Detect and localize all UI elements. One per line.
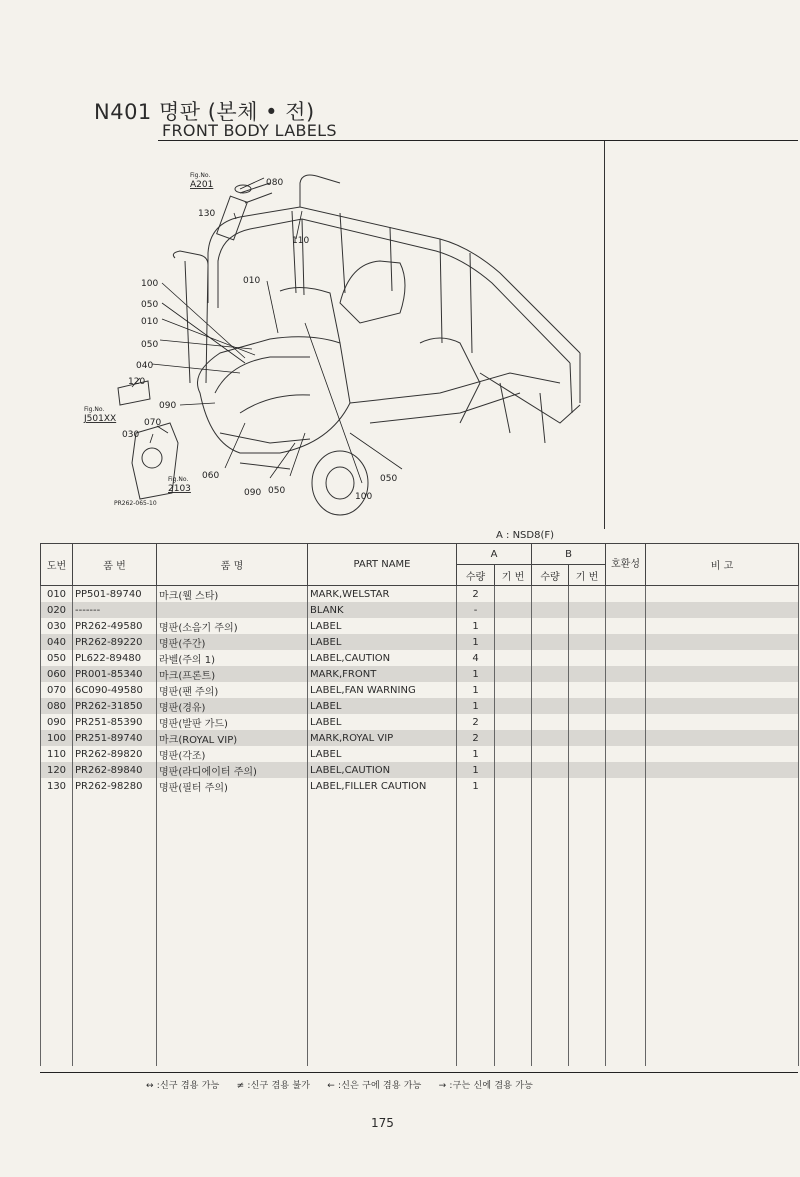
callout-040: 040 bbox=[136, 361, 154, 371]
cell-part-name-kr: 명판(필터 주의) bbox=[157, 778, 308, 794]
cell-ref-no: 080 bbox=[41, 698, 73, 714]
cell-part-no: PR262-89820 bbox=[73, 746, 157, 762]
cell-part-name-kr: 라벨(주의 1) bbox=[157, 650, 308, 666]
empty-cell bbox=[532, 794, 569, 1066]
cell-base-b bbox=[569, 586, 606, 603]
header-part-no: 품 번 bbox=[73, 544, 157, 586]
cell-ref-no: 130 bbox=[41, 778, 73, 794]
fig-ref-j501xx: J501XX bbox=[84, 414, 117, 424]
cell-part-no: PR262-98280 bbox=[73, 778, 157, 794]
cell-remarks bbox=[646, 682, 799, 698]
cell-part-name-kr: 명판(라디에이터 주의) bbox=[157, 762, 308, 778]
cell-qty-a: 1 bbox=[457, 666, 495, 682]
table-row bbox=[41, 730, 799, 746]
cell-remarks bbox=[646, 650, 799, 666]
cell-compat bbox=[606, 778, 646, 794]
cell-qty-a: 1 bbox=[457, 778, 495, 794]
cell-qty-a: 1 bbox=[457, 682, 495, 698]
cell-ref-no: 070 bbox=[41, 682, 73, 698]
cell-part-no: PR262-89840 bbox=[73, 762, 157, 778]
cell-base-b bbox=[569, 698, 606, 714]
header-base-a: 기 번 bbox=[495, 565, 532, 586]
cell-part-name-kr: 명판(각조) bbox=[157, 746, 308, 762]
cell-qty-a: 1 bbox=[457, 762, 495, 778]
cell-base-b bbox=[569, 762, 606, 778]
cell-qty-b bbox=[532, 714, 569, 730]
cell-qty-a: 1 bbox=[457, 746, 495, 762]
cell-qty-b bbox=[532, 746, 569, 762]
callout-080: 080 bbox=[266, 178, 284, 188]
cell-remarks bbox=[646, 778, 799, 794]
cell-part-no: PP501-89740 bbox=[73, 586, 157, 603]
cell-base-a bbox=[495, 746, 532, 762]
cell-qty-a: 4 bbox=[457, 650, 495, 666]
cell-part-no: PR262-49580 bbox=[73, 618, 157, 634]
compat-legend bbox=[146, 1078, 547, 1091]
cell-qty-b bbox=[532, 602, 569, 618]
header-remarks: 비 고 bbox=[646, 544, 799, 586]
parts-table bbox=[40, 543, 799, 1066]
header-part-name-kr: 품 명 bbox=[157, 544, 308, 586]
empty-cell bbox=[606, 794, 646, 1066]
vehicle-drawing bbox=[40, 143, 605, 528]
cell-part-name-kr: 명판(경유) bbox=[157, 698, 308, 714]
cell-part-name-en: LABEL bbox=[308, 618, 457, 634]
cell-qty-a: 1 bbox=[457, 634, 495, 650]
callout-010: 010 bbox=[141, 317, 159, 327]
cell-compat bbox=[606, 618, 646, 634]
fig-ref-prefix: Fig.No. bbox=[190, 172, 211, 179]
model-note: A : NSD8(F) bbox=[496, 530, 555, 541]
cell-base-b bbox=[569, 602, 606, 618]
cell-part-name-en: LABEL,FAN WARNING bbox=[308, 682, 457, 698]
cell-ref-no: 040 bbox=[41, 634, 73, 650]
cell-compat bbox=[606, 714, 646, 730]
table-row bbox=[41, 714, 799, 730]
cell-part-name-en: LABEL,CAUTION bbox=[308, 762, 457, 778]
cell-compat bbox=[606, 586, 646, 603]
legend-item: ≠ :신구 겸용 불가 bbox=[236, 1081, 311, 1091]
cell-part-name-en: LABEL bbox=[308, 634, 457, 650]
table-row bbox=[41, 762, 799, 778]
cell-remarks bbox=[646, 730, 799, 746]
header-part-name-en: PART NAME bbox=[308, 544, 457, 586]
cell-base-b bbox=[569, 746, 606, 762]
cell-base-a bbox=[495, 602, 532, 618]
cell-qty-a: 2 bbox=[457, 714, 495, 730]
cell-compat bbox=[606, 666, 646, 682]
cell-ref-no: 030 bbox=[41, 618, 73, 634]
header-group-a: A bbox=[457, 544, 532, 565]
cell-ref-no: 060 bbox=[41, 666, 73, 682]
cell-part-no: PR251-85390 bbox=[73, 714, 157, 730]
cell-part-name-kr bbox=[157, 602, 308, 618]
cell-base-b bbox=[569, 650, 606, 666]
cell-compat bbox=[606, 762, 646, 778]
cell-qty-b bbox=[532, 586, 569, 603]
fig-ref-prefix: Fig.No. bbox=[84, 406, 105, 413]
cell-remarks bbox=[646, 618, 799, 634]
page-number: 175 bbox=[371, 1116, 394, 1130]
callout-110: 110 bbox=[292, 236, 310, 246]
section-subtitle: FRONT BODY LABELS bbox=[162, 121, 337, 140]
legend-item: → :구는 신에 겸용 가능 bbox=[438, 1081, 533, 1091]
header-group-b: B bbox=[532, 544, 606, 565]
cell-part-name-kr: 마크(프론트) bbox=[157, 666, 308, 682]
cell-qty-a: - bbox=[457, 602, 495, 618]
cell-remarks bbox=[646, 698, 799, 714]
cell-base-b bbox=[569, 682, 606, 698]
cell-part-name-en: LABEL,FILLER CAUTION bbox=[308, 778, 457, 794]
cell-qty-b bbox=[532, 618, 569, 634]
fig-ref-2103: 2103 bbox=[168, 484, 191, 494]
callout-010: 010 bbox=[243, 276, 261, 286]
cell-remarks bbox=[646, 666, 799, 682]
empty-cell bbox=[569, 794, 606, 1066]
table-row bbox=[41, 682, 799, 698]
callout-100: 100 bbox=[141, 279, 159, 289]
header-qty-a: 수량 bbox=[457, 565, 495, 586]
callout-070: 070 bbox=[144, 418, 162, 428]
cell-compat bbox=[606, 682, 646, 698]
cell-base-a bbox=[495, 682, 532, 698]
cell-base-b bbox=[569, 634, 606, 650]
cell-ref-no: 010 bbox=[41, 586, 73, 603]
cell-remarks bbox=[646, 602, 799, 618]
cell-ref-no: 090 bbox=[41, 714, 73, 730]
header-base-b: 기 번 bbox=[569, 565, 606, 586]
fig-ref-a201: A201 bbox=[190, 180, 214, 190]
cell-qty-b bbox=[532, 682, 569, 698]
callout-050: 050 bbox=[141, 300, 159, 310]
table-row bbox=[41, 698, 799, 714]
cell-qty-a: 2 bbox=[457, 586, 495, 603]
callout-090: 090 bbox=[159, 401, 177, 411]
cell-ref-no: 120 bbox=[41, 762, 73, 778]
cell-base-a bbox=[495, 618, 532, 634]
callout-030: 030 bbox=[122, 430, 140, 440]
cell-part-name-en: LABEL,CAUTION bbox=[308, 650, 457, 666]
table-header-row bbox=[41, 544, 799, 565]
cell-remarks bbox=[646, 762, 799, 778]
table-row bbox=[41, 602, 799, 618]
cell-base-a bbox=[495, 666, 532, 682]
cell-compat bbox=[606, 602, 646, 618]
header-compat: 호환성 bbox=[606, 544, 646, 586]
cell-part-no: PR262-31850 bbox=[73, 698, 157, 714]
cell-base-b bbox=[569, 730, 606, 746]
cell-ref-no: 100 bbox=[41, 730, 73, 746]
exploded-diagram bbox=[40, 143, 605, 528]
callout-050: 050 bbox=[141, 340, 159, 350]
cell-part-name-kr: 명판(주간) bbox=[157, 634, 308, 650]
section-title: N401 명판 (본체 • 전) bbox=[94, 100, 315, 124]
cell-qty-a: 1 bbox=[457, 698, 495, 714]
cell-base-b bbox=[569, 778, 606, 794]
empty-cell bbox=[308, 794, 457, 1066]
cell-qty-b bbox=[532, 730, 569, 746]
callout-060: 060 bbox=[202, 471, 220, 481]
drawing-code: PR262-065-10 bbox=[114, 500, 157, 507]
cell-part-no: PR001-85340 bbox=[73, 666, 157, 682]
cell-ref-no: 050 bbox=[41, 650, 73, 666]
table-row bbox=[41, 778, 799, 794]
empty-cell bbox=[73, 794, 157, 1066]
table-row bbox=[41, 650, 799, 666]
cell-base-a bbox=[495, 634, 532, 650]
cell-base-a bbox=[495, 730, 532, 746]
callout-050: 050 bbox=[380, 474, 398, 484]
cell-base-a bbox=[495, 762, 532, 778]
cell-remarks bbox=[646, 746, 799, 762]
cell-part-name-kr: 명판(발판 가드) bbox=[157, 714, 308, 730]
cell-compat bbox=[606, 746, 646, 762]
header-ref-no: 도번 bbox=[41, 544, 73, 586]
cell-base-b bbox=[569, 618, 606, 634]
empty-cell bbox=[646, 794, 799, 1066]
cell-part-name-kr: 마크(ROYAL VIP) bbox=[157, 730, 308, 746]
cell-part-name-kr: 명판(팬 주의) bbox=[157, 682, 308, 698]
cell-remarks bbox=[646, 586, 799, 603]
cell-ref-no: 110 bbox=[41, 746, 73, 762]
cell-part-name-en: MARK,WELSTAR bbox=[308, 586, 457, 603]
cell-part-no: PR251-89740 bbox=[73, 730, 157, 746]
callout-100: 100 bbox=[355, 492, 373, 502]
cell-part-no: ------- bbox=[73, 602, 157, 618]
cell-part-no: PR262-89220 bbox=[73, 634, 157, 650]
header-qty-b: 수량 bbox=[532, 565, 569, 586]
cell-part-name-en: LABEL bbox=[308, 698, 457, 714]
empty-cell bbox=[495, 794, 532, 1066]
cell-base-b bbox=[569, 714, 606, 730]
cell-remarks bbox=[646, 714, 799, 730]
cell-part-name-en: BLANK bbox=[308, 602, 457, 618]
callout-130: 130 bbox=[198, 209, 216, 219]
callout-090: 090 bbox=[244, 488, 262, 498]
cell-base-a bbox=[495, 714, 532, 730]
cell-ref-no: 020 bbox=[41, 602, 73, 618]
cell-remarks bbox=[646, 634, 799, 650]
title-rule bbox=[158, 140, 798, 141]
cell-qty-b bbox=[532, 666, 569, 682]
table-row bbox=[41, 586, 799, 603]
cell-qty-b bbox=[532, 778, 569, 794]
cell-part-no: 6C090-49580 bbox=[73, 682, 157, 698]
table-filler-row bbox=[41, 794, 799, 1066]
table-bottom-rule bbox=[40, 1072, 798, 1073]
parts-table-body bbox=[41, 586, 799, 1067]
table-row bbox=[41, 746, 799, 762]
table-row bbox=[41, 618, 799, 634]
cell-base-a bbox=[495, 650, 532, 666]
cell-base-a bbox=[495, 778, 532, 794]
table-row bbox=[41, 634, 799, 650]
fig-ref-prefix: Fig.No. bbox=[168, 476, 189, 483]
cell-compat bbox=[606, 650, 646, 666]
cell-compat bbox=[606, 634, 646, 650]
cell-compat bbox=[606, 698, 646, 714]
cell-qty-a: 1 bbox=[457, 618, 495, 634]
cell-compat bbox=[606, 730, 646, 746]
cell-part-name-kr: 마크(웰 스타) bbox=[157, 586, 308, 603]
cell-qty-b bbox=[532, 650, 569, 666]
empty-cell bbox=[457, 794, 495, 1066]
cell-part-name-en: MARK,ROYAL VIP bbox=[308, 730, 457, 746]
empty-cell bbox=[157, 794, 308, 1066]
cell-part-name-kr: 명판(소음기 주의) bbox=[157, 618, 308, 634]
legend-item: ← :신은 구에 겸용 가능 bbox=[327, 1081, 422, 1091]
cell-base-b bbox=[569, 666, 606, 682]
cell-qty-a: 2 bbox=[457, 730, 495, 746]
cell-part-name-en: MARK,FRONT bbox=[308, 666, 457, 682]
cell-qty-b bbox=[532, 634, 569, 650]
cell-base-a bbox=[495, 698, 532, 714]
callout-120: 120 bbox=[128, 377, 146, 387]
callout-050: 050 bbox=[268, 486, 286, 496]
legend-item: ↔ :신구 겸용 가능 bbox=[146, 1081, 220, 1091]
cell-qty-b bbox=[532, 762, 569, 778]
cell-part-name-en: LABEL bbox=[308, 746, 457, 762]
cell-base-a bbox=[495, 586, 532, 603]
cell-qty-b bbox=[532, 698, 569, 714]
cell-part-no: PL622-89480 bbox=[73, 650, 157, 666]
table-row bbox=[41, 666, 799, 682]
empty-cell bbox=[41, 794, 73, 1066]
cell-part-name-en: LABEL bbox=[308, 714, 457, 730]
